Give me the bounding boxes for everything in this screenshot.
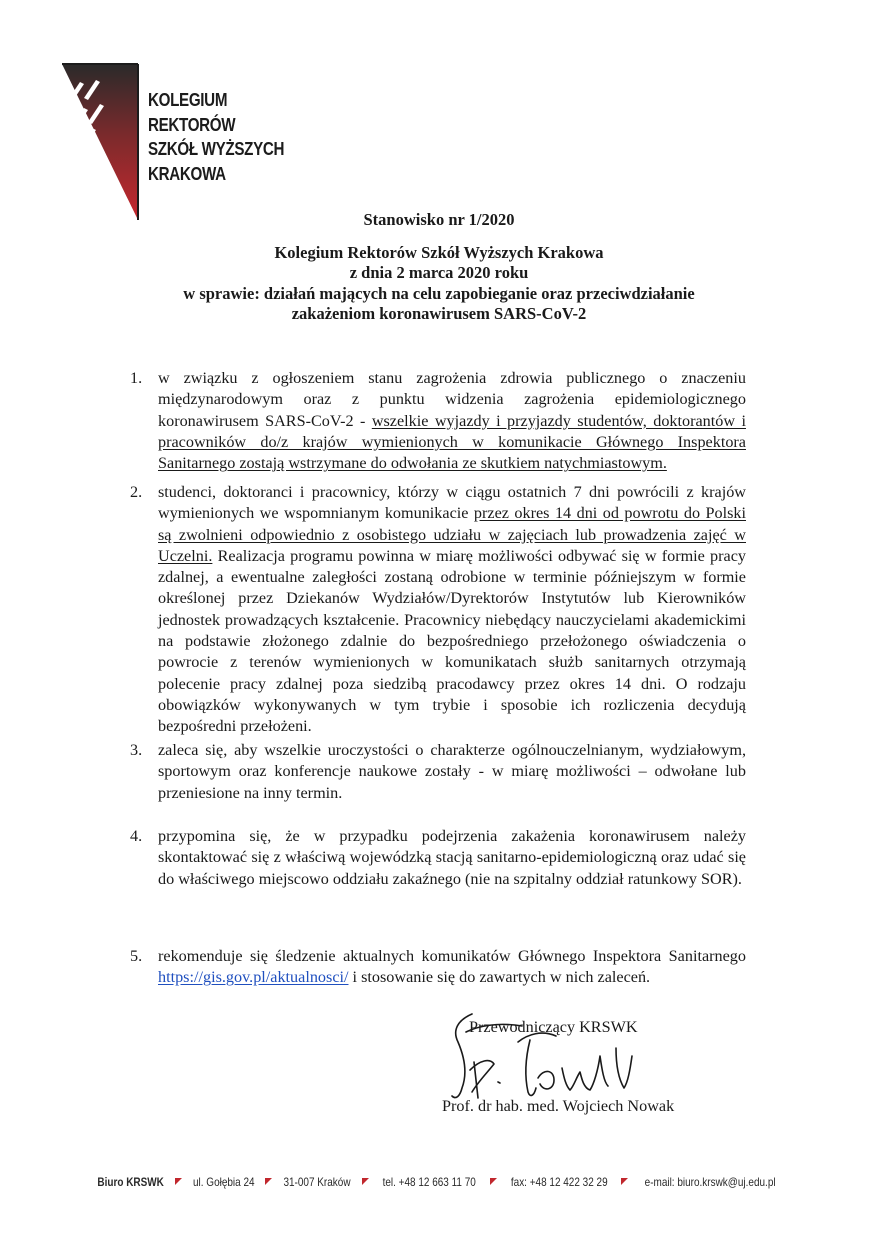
item-text-plain: i stosowanie się do zawartych w nich zaleceń. xyxy=(348,968,651,987)
heading-line-date: z dnia 2 marca 2020 roku xyxy=(349,263,529,282)
footer-marker-icon xyxy=(175,1178,182,1185)
logo-line: KRAKOWA xyxy=(148,162,226,184)
item-text-plain: Realizacja programu powinna w miarę możliwości odbywać się w formie pracy zdalnej, a ewentualne zaległości zostaną odrobione w terminie późniejszym w formie określonej przez Dziekanów Wydziałów/Dyrektorów Instytutów lub Kierowników jednostek prowadzących kształcenie. Pracownicy niebędący nauczycielami akademickimi na podstawie złożonego zdalnie do bezpośredniego przełożonego oświadczenia o powrocie z terenów wymienionych w komunikatach służb sanitarnych otrzymają polecenie pracy zdalnej poza siedzibą pracodawcy przez okres 14 dni. O rodzaju obowiązków wykonywanych w tym trybie i sposobie ich rozliczenia decydują bezpośredni przełożeni. xyxy=(158,546,746,736)
heading-line-subject-cont: zakażeniom koronawirusem SARS-CoV-2 xyxy=(291,304,587,323)
logo-line: SZKÓŁ WYŻSZYCH xyxy=(148,138,285,159)
document-heading xyxy=(0,210,878,325)
item-text-underlined: wszelkie wyjazdy i przyjazdy studentów, doktorantów i pracowników do/z krajów wymienionych w komunikacie Głównego Inspektora Sanitarnego zostają wstrzymane do odwołania ze skutkiem natychmiastowym. xyxy=(158,411,746,473)
footer-marker-icon xyxy=(265,1178,272,1185)
logo-line: REKTORÓW xyxy=(148,113,236,135)
footer-city: 31-007 Kraków xyxy=(283,1176,351,1189)
item-text-plain: w związku z ogłoszeniem stanu zagrożenia zdrowia publicznego o znaczeniu międzynarodowym oraz z punktu widzenia zagrożenia epidemiologicznego koronawirusem SARS-CoV-2 - xyxy=(158,369,746,430)
signatory-name: Prof. dr hab. med. Wojciech Nowak xyxy=(442,1097,675,1115)
signature-role: Przewodniczący KRSWK xyxy=(469,1018,638,1036)
item-number: 2. xyxy=(130,483,143,501)
item-text xyxy=(158,482,746,738)
item-text-plain: rekomenduje się śledzenie aktualnych komunikatów Głównego Inspektora Sanitarnego xyxy=(158,947,746,965)
item-number: 5. xyxy=(130,947,143,965)
heading-line-issuer: Kolegium Rektorów Szkół Wyższych Krakowa xyxy=(274,242,604,262)
krswk-logo-mark xyxy=(62,60,152,230)
heading-line-subject: w sprawie: działań mających na celu zapobieganie oraz przeciwdziałanie xyxy=(183,283,695,303)
item-number: 4. xyxy=(130,827,143,845)
item-text-underlined: przez okres 14 dni od powrotu do Polski są zwolnieni odpowiednio z osobistego udziału w zajęciach lub prowadzenia zajęć w Uczelni. xyxy=(158,504,746,565)
logo-line: KOLEGIUM xyxy=(148,89,228,110)
item-text: zaleca się, aby wszelkie uroczystości o charakterze ogólnouczelnianym, wydziałowym, sportowym oraz konferencje naukowe zostały - w miarę możliwości – odwołane lub przeniesione na inny termin. xyxy=(158,741,746,802)
footer-email[interactable]: e-mail: biuro.krswk@uj.edu.pl xyxy=(644,1176,776,1189)
item-text xyxy=(158,368,746,474)
item-number: 1. xyxy=(130,369,143,387)
footer-marker-icon xyxy=(621,1178,628,1185)
item-text-plain: studenci, doktoranci i pracownicy, którzy w ciągu ostatnich 7 dni powrócili z krajów wymienionych we wspomnianym komunikacie xyxy=(158,483,746,523)
footer-phone: tel. +48 12 663 11 70 xyxy=(382,1176,477,1189)
footer-fax: fax: +48 12 422 32 29 xyxy=(510,1176,608,1189)
footer-street: ul. Gołębia 24 xyxy=(192,1176,255,1189)
document-title: Stanowisko nr 1/2020 xyxy=(363,210,515,229)
footer-marker-icon xyxy=(490,1178,497,1185)
footer-office: Biuro KRSWK xyxy=(96,1176,164,1189)
item-number: 3. xyxy=(130,741,143,759)
gis-news-link[interactable]: https://gis.gov.pl/aktualnosci/ xyxy=(158,968,349,987)
footer-marker-icon xyxy=(362,1178,369,1185)
item-text: przypomina się, że w przypadku podejrzenia zakażenia koronawirusem należy skontaktować się z właściwą wojewódzką stacją sanitarno-epidemiologiczną oraz udać się do właściwego miejscowo oddziału zakaźnego (nie na szpitalny oddział ratunkowy SOR). xyxy=(158,827,746,888)
krswk-logo-text xyxy=(148,88,314,186)
item-text xyxy=(158,946,746,989)
footer-contact xyxy=(0,1176,878,1189)
